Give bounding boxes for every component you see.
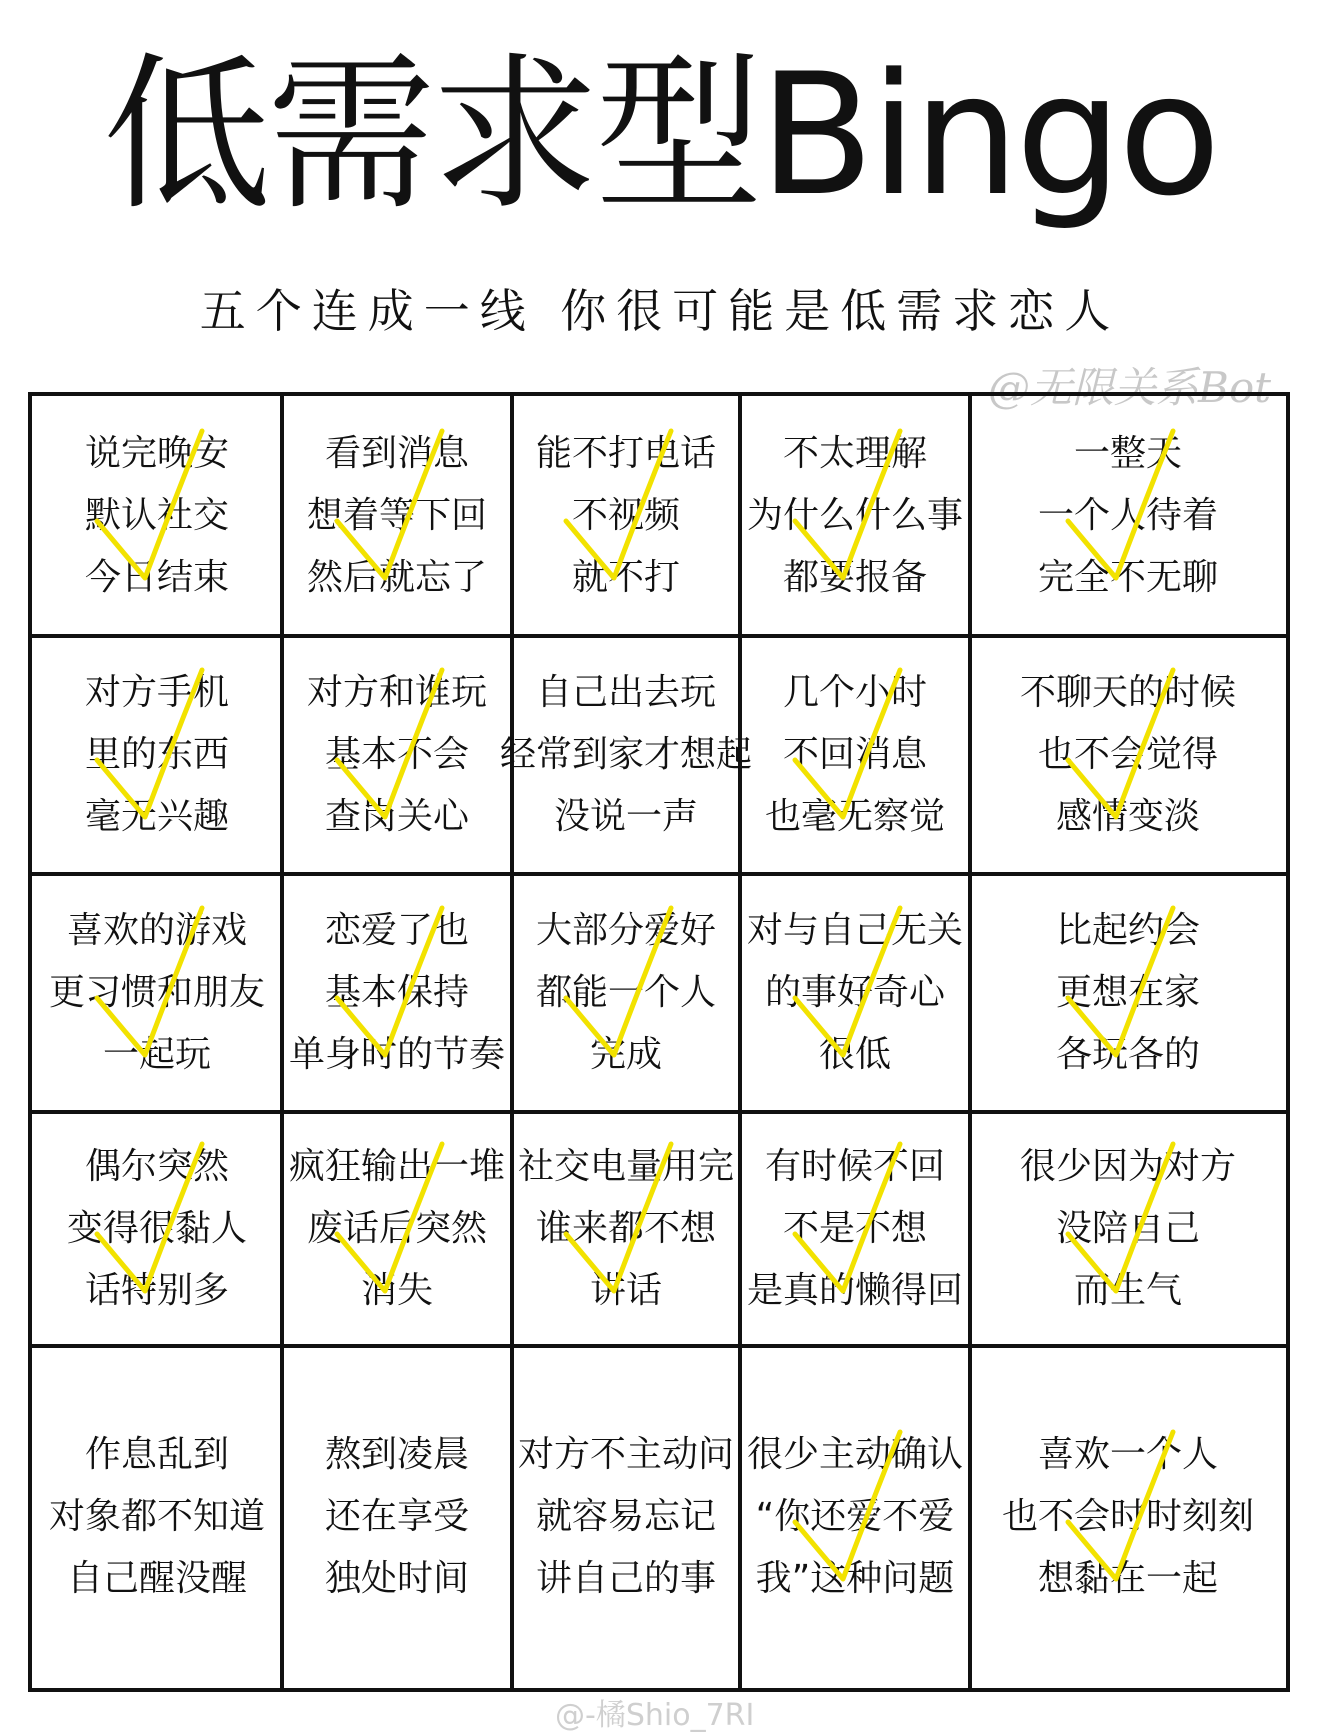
bingo-cell-text (747, 423, 963, 609)
bingo-cell-line: 基本保持 (324, 972, 469, 1013)
bingo-cell-line: 一起玩 (102, 1034, 211, 1075)
bingo-cell[interactable] (970, 874, 1286, 1112)
bingo-cell-line: 不视频 (571, 495, 680, 536)
bingo-cell-text (536, 900, 716, 1086)
bingo-cell-line: 话特别多 (84, 1270, 229, 1311)
bingo-cell-line: 想黏在一起 (1037, 1558, 1218, 1599)
bingo-cell[interactable] (512, 1346, 740, 1688)
bingo-cell-line: 而生气 (1073, 1270, 1182, 1311)
bingo-cell-line: 很少因为对方 (1019, 1146, 1236, 1187)
bingo-cell-line: 没说一声 (554, 796, 699, 837)
bingo-cell[interactable] (500, 636, 753, 874)
bingo-cell[interactable] (740, 1112, 970, 1346)
bingo-cell-line: 消失 (360, 1270, 433, 1311)
bingo-cell-line: 喜欢的游戏 (66, 910, 247, 951)
bingo-cell-line: 恋爱了也 (324, 910, 469, 951)
bingo-cell-text (747, 1424, 963, 1610)
bingo-cell-text (518, 1136, 734, 1322)
bingo-cell-line: 毫无兴趣 (84, 796, 229, 837)
bingo-cell-line: 独处时间 (324, 1558, 469, 1599)
bingo-cell-line: 能不打电话 (535, 433, 716, 474)
bingo-cell-line: 各玩各的 (1055, 1034, 1200, 1075)
bingo-cell-text (289, 900, 505, 1086)
bingo-cell-text (1056, 900, 1200, 1086)
bingo-cell-line: 都能一个人 (535, 972, 716, 1013)
bingo-cell[interactable] (970, 636, 1286, 874)
bingo-cell[interactable] (32, 396, 282, 636)
bingo-cell-line: 更习惯和朋友 (48, 972, 265, 1013)
bingo-cell-text (1020, 1136, 1236, 1322)
bingo-cell-line: 几个小时 (782, 672, 927, 713)
bingo-cell-line: 喜欢一个人 (1037, 1434, 1218, 1475)
bingo-cell-line: 变得很黏人 (66, 1208, 247, 1249)
bingo-cell-line: 不是不想 (782, 1208, 927, 1249)
bingo-cell[interactable] (32, 1112, 282, 1346)
bingo-cell-line: 作息乱到 (84, 1434, 229, 1475)
bingo-cell-text (765, 662, 945, 848)
bingo-cell[interactable] (970, 1346, 1286, 1688)
bingo-cell-text (500, 662, 752, 848)
bingo-cell-line: 就不打 (571, 557, 680, 598)
bingo-cell-line: 说完晚安 (84, 433, 229, 474)
bingo-cell[interactable] (282, 874, 512, 1112)
bingo-cell-line: 有时候不回 (764, 1146, 945, 1187)
bingo-cell-line: 熬到凌晨 (324, 1434, 469, 1475)
bingo-cell-line: 没陪自己 (1055, 1208, 1200, 1249)
bingo-cell-line: 讲话 (589, 1270, 662, 1311)
bingo-cell-line: 还在享受 (324, 1496, 469, 1537)
bingo-cell[interactable] (282, 396, 512, 636)
bingo-cell-line: 大部分爱好 (535, 910, 716, 951)
bingo-cell-line: 的事好奇心 (764, 972, 945, 1013)
bingo-cell-text (747, 1136, 963, 1322)
bingo-cell[interactable] (740, 1346, 970, 1688)
bingo-cell-text (1038, 423, 1218, 609)
bingo-cell-line: 疯狂输出一堆 (288, 1146, 505, 1187)
bingo-cell[interactable] (970, 1112, 1286, 1346)
bingo-cell-line: “你还爱不爱 (755, 1496, 955, 1537)
bingo-cell-text (307, 662, 487, 848)
bingo-cell-line: 讲自己的事 (535, 1558, 716, 1599)
bingo-cell[interactable] (282, 1346, 512, 1688)
bingo-cell[interactable] (32, 636, 282, 874)
bingo-cell[interactable] (970, 396, 1286, 636)
watermark-top: @无限关系Bot (988, 363, 1272, 412)
bingo-cell-text (289, 1136, 505, 1322)
bingo-cell-text (536, 423, 716, 609)
bingo-cell-line: 比起约会 (1055, 910, 1200, 951)
bingo-cell-text (1002, 1424, 1254, 1610)
bingo-cell-line: 经常到家才想起 (500, 734, 753, 775)
bingo-cell-line: 社交电量用完 (517, 1146, 734, 1187)
bingo-cell-line: 一整天 (1073, 433, 1182, 474)
bingo-cell-line: 然后就忘了 (306, 557, 487, 598)
bingo-cell-line: 完全不无聊 (1037, 557, 1218, 598)
bingo-cell-line: 自己出去玩 (536, 672, 717, 713)
bingo-cell-line: 不聊天的时候 (1019, 672, 1236, 713)
bingo-cell-line: 也不会觉得 (1037, 734, 1218, 775)
bingo-cell-line: 废话后突然 (306, 1208, 487, 1249)
watermark-bottom: @-橘Shio_7RI (555, 1698, 755, 1733)
bingo-cell-line: 对象都不知道 (48, 1496, 265, 1537)
bingo-grid (28, 392, 1290, 1692)
bingo-cell-line: 一个人待着 (1037, 495, 1218, 536)
bingo-cell-line: 想着等下回 (306, 495, 487, 536)
bingo-cell-line: 不太理解 (782, 433, 927, 474)
page-subtitle: 五个连成一线 你很可能是低需求恋人 (199, 284, 1121, 338)
bingo-cell-line: 默认社交 (84, 495, 229, 536)
bingo-cell-line: 今日结束 (84, 557, 229, 598)
bingo-cell-text (518, 1424, 734, 1610)
bingo-cell[interactable] (740, 396, 970, 636)
bingo-cell-text (307, 423, 487, 609)
bingo-cell-line: 我”这种问题 (755, 1558, 955, 1599)
bingo-cell[interactable] (740, 874, 970, 1112)
bingo-cell[interactable] (282, 636, 512, 874)
bingo-cell-line: 自己醒没醒 (66, 1558, 247, 1599)
bingo-cell[interactable] (512, 874, 740, 1112)
bingo-cell-line: 也毫无察觉 (764, 796, 945, 837)
bingo-cell-line: 感情变淡 (1055, 796, 1200, 837)
bingo-cell-line: 单身时的节奏 (288, 1034, 505, 1075)
bingo-cell[interactable] (512, 396, 740, 636)
bingo-cell-line: 不回消息 (782, 734, 927, 775)
bingo-cell-line: 为什么什么事 (746, 495, 963, 536)
bingo-cell-text (49, 1424, 265, 1610)
bingo-cell-line: 对方手机 (84, 672, 229, 713)
bingo-cell[interactable] (282, 1112, 512, 1346)
bingo-cell-line: 就容易忘记 (535, 1496, 716, 1537)
bingo-cell-line: 谁来都不想 (535, 1208, 716, 1249)
bingo-cell-line: 很低 (818, 1034, 891, 1075)
bingo-cell[interactable] (32, 1346, 282, 1688)
bingo-cell[interactable] (512, 1112, 740, 1346)
bingo-cell-line: 更想在家 (1055, 972, 1200, 1013)
bingo-cell-text (49, 900, 265, 1086)
bingo-cell-text (747, 900, 963, 1086)
bingo-cell-line: 是真的懒得回 (746, 1270, 963, 1311)
bingo-cell-text (85, 423, 229, 609)
bingo-cell-line: 完成 (589, 1034, 662, 1075)
page-title: 低需求型Bingo (103, 37, 1217, 233)
bingo-cell-line: 也不会时时刻刻 (1001, 1496, 1254, 1537)
bingo-cell-line: 对方不主动问 (517, 1434, 734, 1475)
bingo-cell-line: 都要报备 (782, 557, 927, 598)
bingo-cell-text (325, 1424, 469, 1610)
bingo-cell-line: 查岗关心 (324, 796, 469, 837)
bingo-cell[interactable] (740, 636, 970, 874)
bingo-cell-line: 看到消息 (324, 433, 469, 474)
bingo-cell-line: 很少主动确认 (746, 1434, 963, 1475)
bingo-cell-line: 基本不会 (324, 734, 469, 775)
bingo-cell-text (1020, 662, 1236, 848)
bingo-cell-line: 偶尔突然 (84, 1146, 229, 1187)
bingo-cell-line: 里的东西 (84, 734, 229, 775)
bingo-cell[interactable] (32, 874, 282, 1112)
bingo-cell-line: 对方和谁玩 (306, 672, 487, 713)
bingo-cell-text (85, 662, 229, 848)
bingo-cell-text (67, 1136, 247, 1322)
bingo-cell-line: 对与自己无关 (746, 910, 963, 951)
